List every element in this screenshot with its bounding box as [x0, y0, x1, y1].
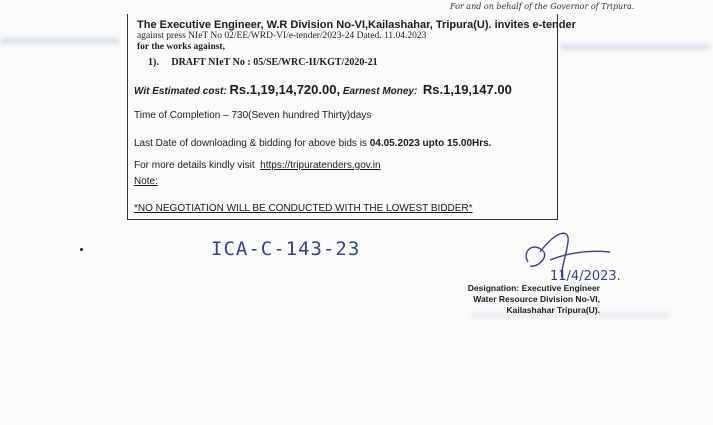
- scan-smudge: [560, 44, 710, 50]
- details-prefix: For more details kindly visit: [134, 160, 255, 171]
- earnest-money-value: Rs.1,19,147.00: [422, 82, 512, 97]
- designation-line3: Kailashahar Tripura(U).: [506, 305, 600, 315]
- designation-line1: Designation: Executive Engineer: [467, 283, 600, 293]
- cost-line: [134, 82, 512, 97]
- estimated-cost-label: Wit Estimated cost:: [134, 86, 227, 97]
- item-text: DRAFT NIeT No : 05/SE/WRC-II/KGT/2020-21: [171, 57, 378, 68]
- notice-works-label: for the works against,: [137, 42, 225, 52]
- last-date-line: [134, 138, 491, 149]
- signature-date: 11/4/2023.: [550, 269, 621, 284]
- designation-block: [430, 283, 600, 316]
- estimated-cost-value: Rs.1,19,14,720.00,: [229, 82, 341, 97]
- note-text-line: [134, 203, 473, 214]
- signature: [520, 222, 660, 284]
- scan-smudge: [0, 38, 120, 44]
- last-date-value: 04.05.2023 upto 15.00Hrs.: [369, 138, 492, 149]
- note-label: Note:: [134, 176, 158, 187]
- notice-intro: The Executive Engineer, W.R Division No-VI,Kailashahar, Tripura(U). invites e-tender: [137, 19, 576, 31]
- tender-portal-link[interactable]: https://tripuratenders.gov.in: [260, 160, 381, 171]
- earnest-money-label: Earnest Money:: [342, 86, 418, 97]
- notice-press-ref: against press NIeT No 02/EE/WRD-VI/e-tender/2023-24 Dated. 11.04.2023: [137, 31, 427, 41]
- last-date-prefix: Last Date of downloading & bidding for above bids is: [134, 138, 367, 149]
- details-line: [134, 160, 381, 171]
- item-number: 1).: [148, 57, 159, 68]
- notice-item: [148, 57, 378, 68]
- bullet-dot: [80, 248, 83, 251]
- tender-notice-box: [127, 14, 576, 220]
- note-text: *NO NEGOTIATION WILL BE CONDUCTED WITH THE LOWEST BIDDER*: [134, 203, 473, 214]
- completion-time: Time of Completion – 730(Seven hundred Thirty)days: [134, 110, 372, 121]
- authority-note: For and on behalf of the Governor of Tripura.: [450, 2, 635, 11]
- designation-line2: Water Resource Division No-VI,: [473, 294, 600, 304]
- reference-code: ICA-C-143-23: [211, 238, 361, 260]
